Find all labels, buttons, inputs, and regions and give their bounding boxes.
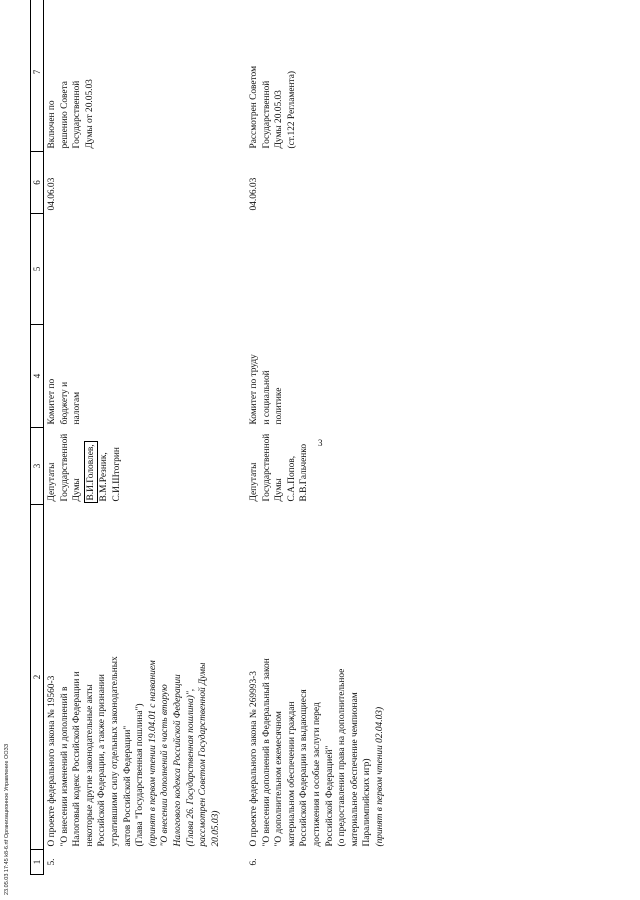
bill-status-line: 20.05.03) <box>210 810 221 847</box>
note-line: Включен по <box>47 100 57 149</box>
initiator-boxed-name: В.И.Головлев, <box>84 441 99 503</box>
bill-text-line: актов Российской Федерации" <box>122 725 133 847</box>
initiator <box>246 428 508 505</box>
header-col-6: 6 <box>31 152 44 214</box>
bill-text-line: Российской Федерацией" <box>324 745 335 847</box>
note <box>44 0 247 152</box>
committee <box>246 325 508 428</box>
bill-text-line: некоторые другие законодательные акты <box>84 684 95 847</box>
column-5-cell <box>44 214 247 325</box>
note-line: Думы 20.05.03 <box>274 90 285 149</box>
bill-status-line: рассмотрен Советом Государственной Думы <box>198 662 209 847</box>
bill-text-line: "О внесении изменений и дополнений в <box>59 686 70 847</box>
initiator-line: В.В.Гальченко <box>299 443 310 502</box>
bill-title: О проекте федерального закона № 19560-3 <box>47 675 57 847</box>
committee-line: политике <box>274 387 285 425</box>
column-5-cell <box>246 214 508 325</box>
note-line: (ст.122 Регламента) <box>286 71 297 149</box>
bill-status-line: (Глава 26. Государственная пошлина)", <box>185 688 196 847</box>
note-line: Государственной <box>72 80 83 149</box>
initiator-line: С.А.Попов, <box>286 455 297 502</box>
agenda-table-rotated <box>30 0 640 875</box>
committee-line: и социальной <box>261 370 272 425</box>
table-row <box>44 0 247 875</box>
header-col-4: 4 <box>31 325 44 428</box>
bill-text-line: материальное обеспечение чемпионам <box>349 692 360 847</box>
header-col-5: 5 <box>31 214 44 325</box>
note-line: Рассмотрен Советом <box>249 65 259 149</box>
committee-line: бюджету и <box>59 381 70 425</box>
initiator-line: С.И.Штогрин <box>111 447 122 502</box>
bill-text-line: Паралимпийских игр) <box>362 758 373 847</box>
bill-status-line: (принят в первом чтении 02.04.03) <box>374 706 385 847</box>
header-col-2: 2 <box>31 505 44 850</box>
bill-text-line: Российской Федерации, а также признании <box>97 674 108 847</box>
initiator-line: Государственной <box>59 433 70 502</box>
bill-text-line: Российской Федерации за выдающиеся <box>299 689 310 847</box>
bill-text-line: (о предоставлении права на дополнительное <box>337 668 348 847</box>
row-number: 5. <box>47 858 57 866</box>
committee <box>44 325 247 428</box>
initiator-line: Думы <box>72 478 83 502</box>
initiator-line: В.М.Резник, <box>99 452 110 502</box>
bill-text-line: "О внесении дополнений в Федеральный закон <box>261 658 272 847</box>
initiator-line: Депутаты <box>249 462 259 502</box>
header-col-7: 7 <box>31 0 44 152</box>
header-col-1: 1 <box>31 850 44 875</box>
date-cell: 04.06.03 <box>47 177 57 211</box>
committee-line: Комитет по <box>47 378 57 425</box>
bill-text-line: (Глава "Государственная пошлина") <box>135 703 146 847</box>
note-line: Государственной <box>261 80 272 149</box>
bill-title: О проекте федерального закона № 269993-3 <box>249 671 259 847</box>
bill-status-line: "О внесении дополнений в часть вторую <box>160 684 171 847</box>
header-col-3: 3 <box>31 428 44 505</box>
bill-text-line: Налоговый кодекс Российской Федерации и <box>72 671 83 847</box>
bill-text-line: утратившими силу отдельных законодательных <box>109 656 120 847</box>
committee-line: Комитет по труду <box>249 354 259 425</box>
bill-status-line: (принят в первом чтении 19.04.01 с названием <box>147 660 158 847</box>
initiator-line: Государственной <box>261 433 272 502</box>
table-header-row <box>31 0 44 875</box>
committee-line: налогам <box>72 391 83 425</box>
bill-text-line: материальном обеспечении граждан <box>286 701 297 847</box>
document-footer: 23.05.03 17:45 k8-6.rtf Организационное Управление ООЗЗ <box>4 743 10 895</box>
initiator-line: Депутаты <box>47 462 57 502</box>
note <box>246 0 508 152</box>
note-line: Думы от 20.05.03 <box>84 79 95 149</box>
bill-text-line: "О дополнительном ежемесячном <box>274 711 285 847</box>
bill-description <box>246 505 508 850</box>
bill-description <box>44 505 247 850</box>
agenda-table <box>30 0 508 875</box>
initiator <box>44 428 247 505</box>
note-line: решению Совета <box>59 81 70 149</box>
bill-text-line: достижения и особые заслуги перед <box>311 702 322 847</box>
row-number: 6. <box>249 858 259 866</box>
date-cell: 04.06.03 <box>249 177 259 211</box>
page-number: 3 <box>318 438 323 448</box>
initiator-line: Думы <box>274 478 285 502</box>
bill-status-line: Налогового кодекса Российской Федерации <box>172 674 183 847</box>
table-row <box>246 0 508 875</box>
